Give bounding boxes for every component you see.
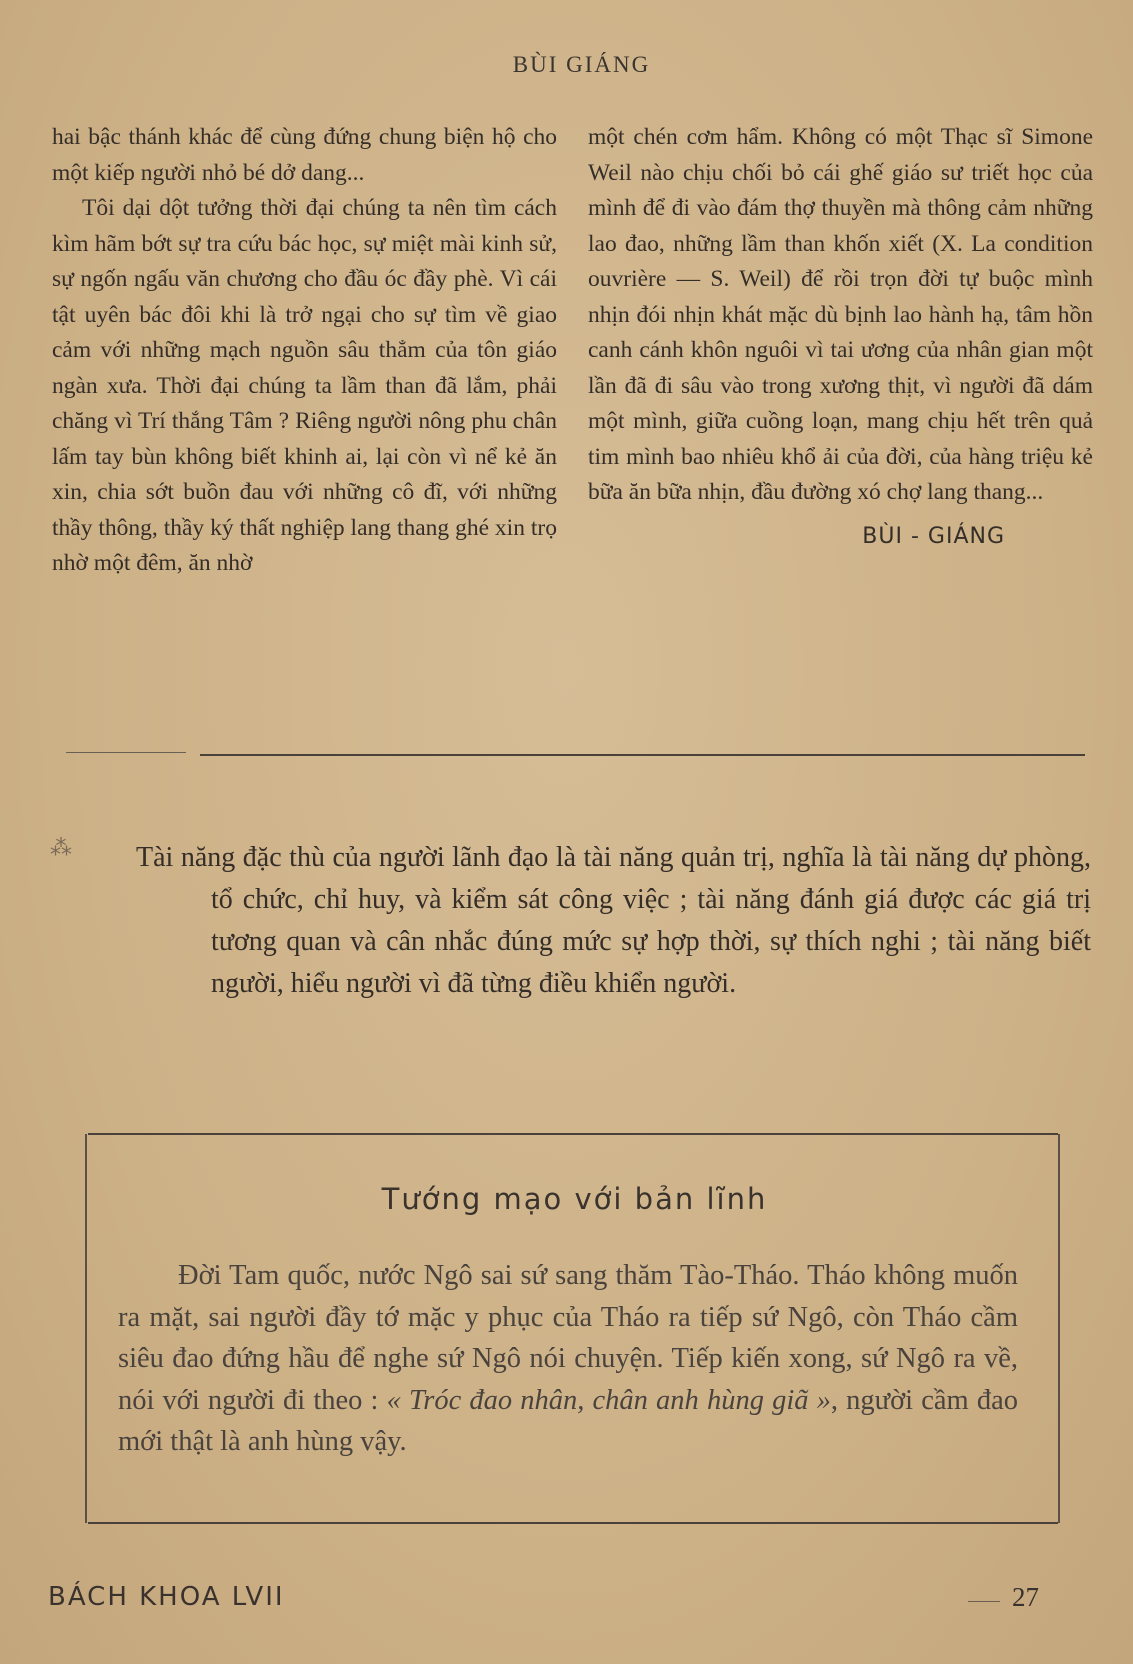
anecdote-text-italic: « Tróc đao nhân, chân anh hùng giã » [386,1384,831,1416]
section-divider-bottom [88,1522,1058,1524]
section-divider-top [200,754,1085,756]
anecdote-paragraph [118,1255,1018,1463]
running-head: BÙI GIÁNG [512,52,651,77]
anecdote-text-plain: Đời Tam quốc, nước Ngô sai sứ sang thăm Tào-Tháo. Tháo không muốn ra mặt, sai người đầy tớ mặc y phục của Tháo ra tiếp sứ Ngô, còn Tháo cầm siêu đao đứng hầu để nghe sứ Ngô nói chuyện. Tiếp kiến xong, sứ Ngô ra về, nói với người đi theo : [118,1260,1018,1416]
quote-text: Tài năng đặc thù của người lãnh đạo là tài năng quản trị, nghĩa là tài năng dự phòng, tổ chức, chỉ huy, và kiểm sát công việc ; tài năng đánh giá được các giá trị tương quan và cân nhắc đúng mức sự hợp thời, sự thích nghi ; tài năng biết người, hiểu người vì đã từng điều khiển người. [136,842,1091,999]
journal-name: BÁCH KHOA LVII [48,1582,285,1612]
page-number: 27 [1012,1582,1039,1612]
left-paragraph-2: Tôi dại dột tưởng thời đại chúng ta nên tìm cách kìm hãm bớt sự tra cứu bác học, sự miệt mài kinh sử, sự ngốn ngấu văn chương cho đầu óc đầy phè. Vì cái tật uyên bác đôi khi là trở ngại cho sự tìm về giao cảm với những mạch nguồn sâu thẳm của tôn giáo ngàn xưa. Thời đại chúng ta lầm than đã lắm, phải chăng vì Trí thắng Tâm ? Riêng người nông phu chân lấm tay bùn không biết khinh ai, lại còn vì nể kẻ ăn xin, chia sớt buồn đau với những cô đĩ, với những thầy thông, thầy ký thất nghiệp lang thang ghé xin trọ nhờ một đêm, ăn nhờ [52,195,557,576]
anecdote-title: Tướng mạo với bản lĩnh [381,1182,768,1216]
anecdote-body [118,1255,1018,1463]
page-number-dash [968,1601,1000,1602]
author-signature: BÙI - GIÁNG [862,523,1005,549]
anecdote-text-end: , người cầm đao mới thật là anh hùng vậy. [118,1384,1018,1457]
right-column [588,120,1093,554]
left-column [52,120,557,582]
ornament-mark: ⁂ [50,836,72,861]
divider-dash-left [66,752,186,753]
leadership-quote [136,837,1091,1005]
right-paragraph-1: một chén cơm hẩm. Không có một Thạc sĩ Simone Weil nào chịu chối bỏ cái ghế giáo sư triết học của mình để đi vào đám thợ thuyền mà thông cảm những lao đao, những lầm than khốn xiết (X. La condition ouvrière — S. Weil) để rồi trọn đời tự buộc mình nhịn đói nhịn khát mặc dù bịnh lao hành hạ, tâm hồn canh cánh khôn nguôi vì tai ương của nhân gian một lần đã đi sâu vào trong xương thịt, vì người đã dám một mình, giữa cuồng loạn, mang chịu hết trên quả tim mình bao nhiêu khổ ải của đời, của hàng triệu kẻ bữa ăn bữa nhịn, đầu đường xó chợ lang thang... [588,124,1093,505]
left-paragraph-1: hai bậc thánh khác để cùng đứng chung biện hộ cho một kiếp người nhỏ bé dở dang... [52,124,557,186]
